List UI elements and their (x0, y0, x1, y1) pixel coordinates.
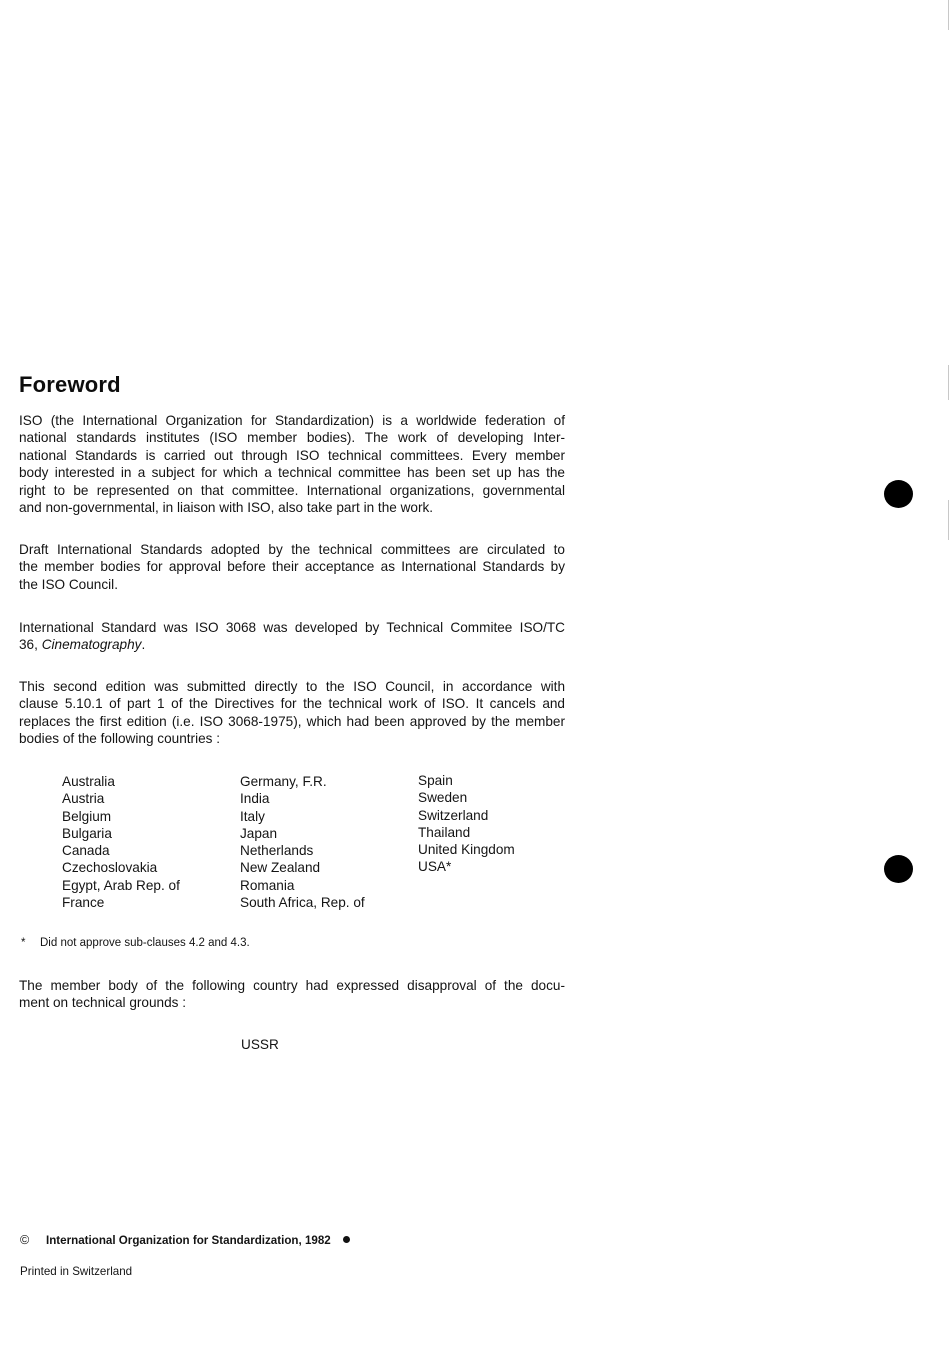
paragraph-committee (19, 619, 565, 654)
footnote-marker: * (21, 937, 26, 949)
text-line: Draft International Standards adopted by the technical committees are circulated to (19, 542, 565, 557)
country-item: United Kingdom (418, 842, 515, 858)
country-item: India (240, 791, 270, 807)
paragraph-draft-standards (19, 541, 565, 593)
page-edge-mark (948, 365, 949, 400)
copyright-text: International Organization for Standardization, 1982 (46, 1234, 331, 1247)
text-line: replaces the first edition (i.e. ISO 3068-1975), which had been approved by the member (19, 713, 565, 729)
country-item: Czechoslovakia (62, 860, 158, 876)
country-item: Canada (62, 843, 110, 859)
page-title: Foreword (19, 372, 121, 397)
committee-name: Cinematography (41, 637, 142, 653)
disapproving-country: USSR (241, 1037, 279, 1052)
country-item: Italy (240, 808, 265, 824)
punctuation: . (141, 637, 146, 653)
text-line (19, 636, 565, 653)
country-item: Germany, F.R. (240, 774, 327, 789)
copyright-line (20, 1233, 350, 1247)
country-item: Egypt, Arab Rep. of (62, 877, 180, 893)
text-line: right to be represented on that committee. International organizations, governmental (19, 482, 565, 498)
country-item: Netherlands (240, 843, 314, 859)
country-item: France (62, 895, 105, 911)
punch-hole-icon (884, 480, 913, 508)
country-item: Romania (240, 877, 295, 893)
punch-hole-icon (884, 855, 913, 883)
text-line: The member body of the following country had expressed disapproval of the docu- (19, 978, 565, 993)
country-item: Spain (418, 773, 453, 788)
country-item: Japan (240, 825, 278, 841)
country-item: Switzerland (418, 807, 489, 823)
paragraph-iso-intro (19, 412, 565, 516)
footnote (21, 937, 250, 949)
country-item: Austria (62, 791, 105, 807)
country-item: Belgium (62, 808, 112, 824)
text-line: clause 5.10.1 of part 1 of the Directives for the technical work of ISO. It cancels and (19, 696, 565, 712)
text-line: bodies of the following countries : (19, 731, 221, 747)
text-line: national Standards is carried out through ISO technical committees. Every member (19, 447, 565, 463)
paragraph-disapproval (19, 977, 565, 1012)
page-edge-mark (948, 0, 949, 30)
country-item: Thailand (418, 824, 471, 840)
committee-number: 36, (19, 637, 42, 653)
country-item: New Zealand (240, 860, 321, 876)
bullet-dot-icon (343, 1236, 350, 1243)
text-line: the ISO Council. (19, 576, 118, 592)
country-item: South Africa, Rep. of (240, 895, 365, 911)
countries-column-1 (62, 773, 180, 911)
country-item: Australia (62, 774, 115, 789)
text-line: International Standard was ISO 3068 was developed by Technical Commitee ISO/TC (19, 620, 565, 635)
text-line: the member bodies for approval before their acceptance as International Standards by (19, 559, 565, 575)
text-line: This second edition was submitted directly to the ISO Council, in accordance with (19, 679, 565, 694)
text-line: and non-governmental, in liaison with ISO, also take part in the work. (19, 500, 434, 516)
text-line: body interested in a subject for which a technical committee has been set up has the (19, 465, 565, 481)
footnote-text: Did not approve sub-clauses 4.2 and 4.3. (40, 937, 250, 949)
countries-column-3 (418, 772, 515, 876)
page-edge-mark (948, 500, 949, 540)
country-item: Sweden (418, 790, 468, 806)
text-line: national standards institutes (ISO member bodies). The work of developing Inter- (19, 430, 565, 446)
countries-column-2 (240, 773, 365, 911)
copyright-icon: © (20, 1233, 30, 1247)
text-line: ISO (the International Organization for Standardization) is a worldwide federation of (19, 413, 565, 428)
country-item: Bulgaria (62, 825, 112, 841)
country-item: USA* (418, 859, 452, 875)
paragraph-second-edition (19, 678, 565, 748)
text-line: ment on technical grounds : (19, 995, 187, 1011)
printed-in-note: Printed in Switzerland (20, 1265, 133, 1278)
